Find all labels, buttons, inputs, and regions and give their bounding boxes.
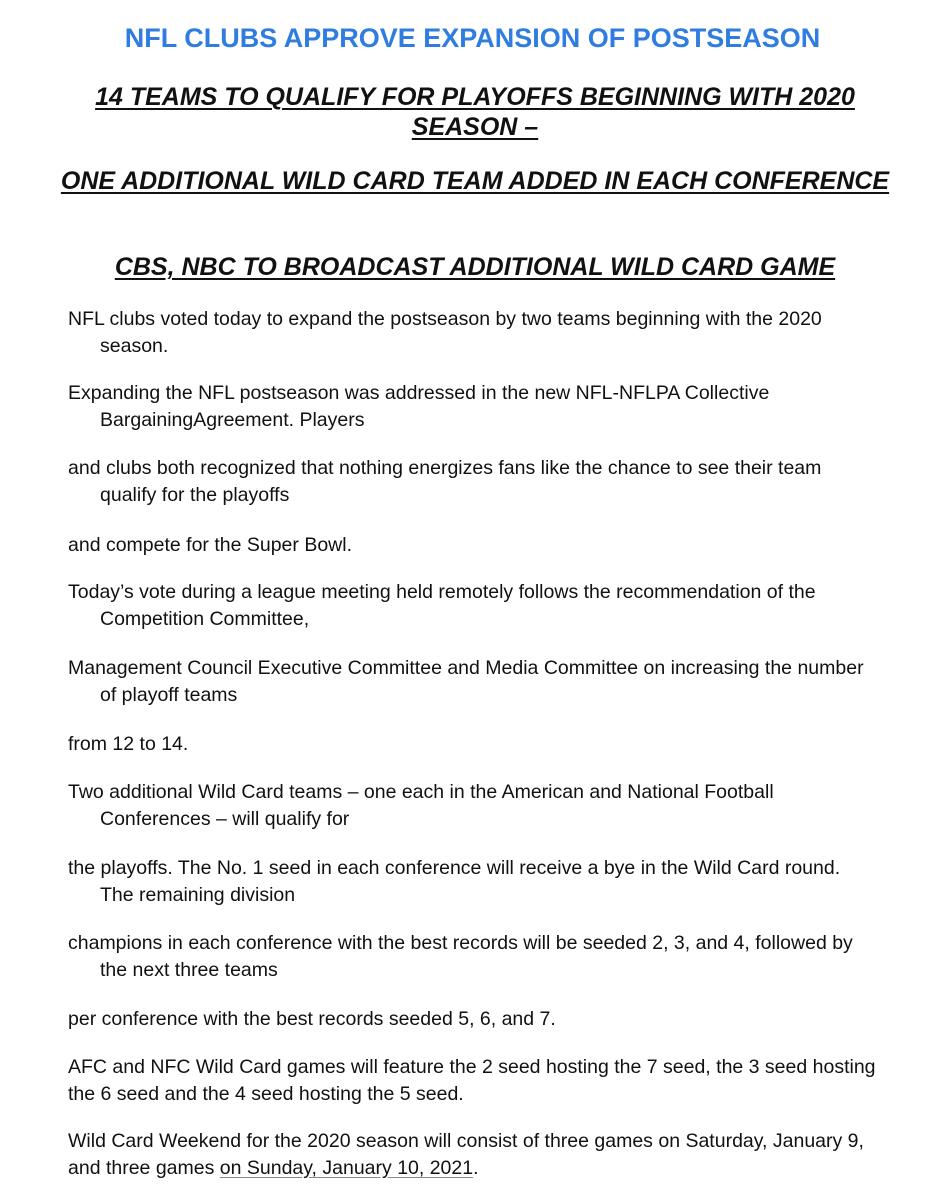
subhead-broadcast: CBS, NBC TO BROADCAST ADDITIONAL WILD CARD GAME [114, 253, 836, 281]
paragraph-12: AFC and NFC Wild Card games will feature the 2 seed hosting the 7 seed, the 3 seed hosting the 6 seed and the 4 seed hosting the 5 seed. [68, 1056, 876, 1105]
subhead-teams-qualify: 14 TEAMS TO QUALIFY FOR PLAYOFFS BEGINNING WITH 2020 SEASON – [95, 83, 855, 141]
paragraph-8: Two additional Wild Card teams – one each in the American and National Football Conferences – will qualify for [68, 781, 774, 830]
paragraph-7: from 12 to 14. [68, 733, 189, 755]
paragraph-2: Expanding the NFL postseason was addressed in the new NFL-NFLPA Collective BargainingAgreement. Players [68, 382, 770, 431]
date-link[interactable]: on Sunday, January 10, 2021 [219, 1157, 474, 1179]
paragraph-3: and clubs both recognized that nothing energizes fans like the chance to see their team qualify for the playoffs [68, 457, 822, 506]
paragraph-10: champions in each conference with the best records will be seeded 2, 3, and 4, followed by the next three teams [68, 932, 853, 981]
subhead-wild-card-added: ONE ADDITIONAL WILD CARD TEAM ADDED IN EACH CONFERENCE [60, 167, 890, 195]
paragraph-4: and compete for the Super Bowl. [68, 534, 352, 556]
paragraph-13-prefix: Wild Card Weekend for the 2020 season will consist of three games on Saturday, January 9, and three games [68, 1130, 864, 1179]
paragraph-6: Management Council Executive Committee and Media Committee on increasing the number of playoff teams [68, 657, 864, 706]
paragraph-11: per conference with the best records seeded 5, 6, and 7. [68, 1008, 556, 1030]
document-title: NFL CLUBS APPROVE EXPANSION OF POSTSEASON [124, 23, 821, 53]
paragraph-1: NFL clubs voted today to expand the postseason by two teams beginning with the 2020 season. [68, 308, 822, 357]
paragraph-13-suffix: . [473, 1157, 479, 1179]
paragraph-5: Today’s vote during a league meeting held remotely follows the recommendation of the Competition Committee, [68, 581, 816, 630]
paragraph-9: the playoffs. The No. 1 seed in each conference will receive a bye in the Wild Card round. The remaining division [68, 857, 841, 906]
paragraph-13 [68, 1128, 878, 1182]
